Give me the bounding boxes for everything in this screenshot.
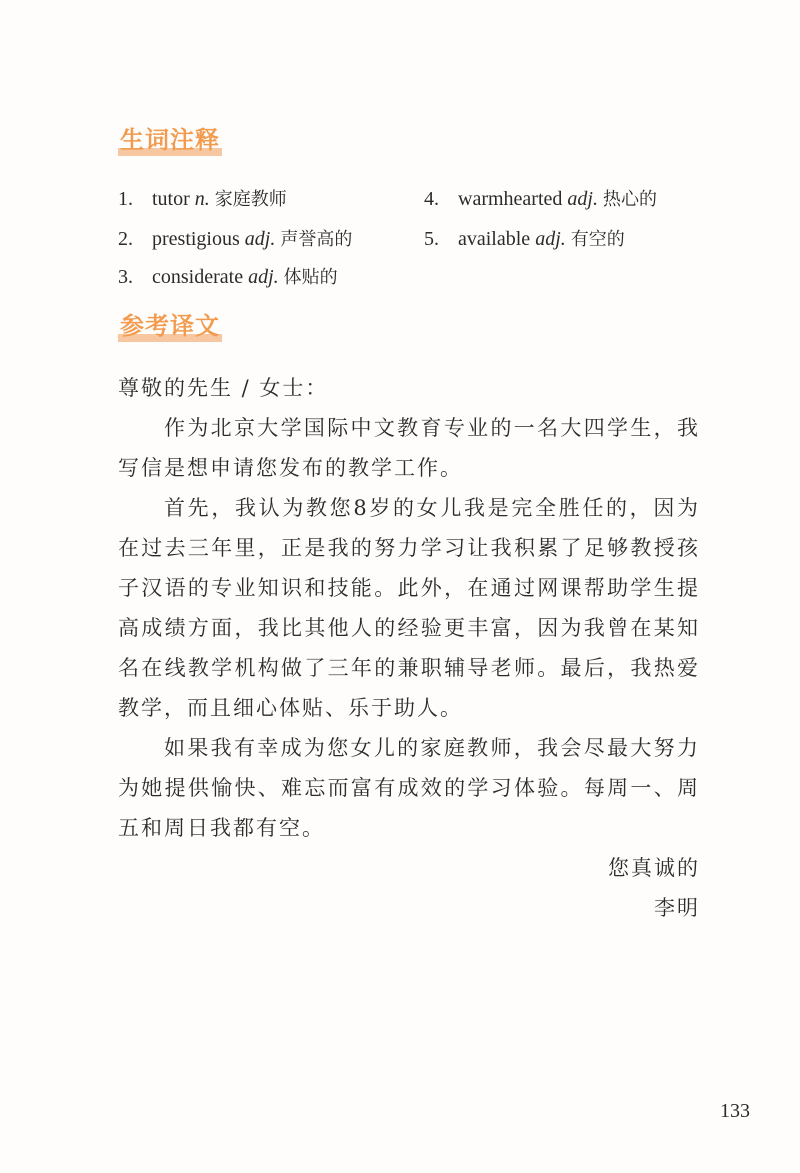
vocab-item-available — [424, 229, 625, 249]
vocab-pos: adj. — [244, 228, 276, 250]
vocab-meaning: 热心的 — [602, 189, 657, 210]
translation-letter — [118, 368, 700, 928]
vocab-meaning: 家庭教师 — [214, 189, 287, 210]
vocab-pos: adj. — [535, 228, 566, 250]
vocab-meaning: 有空的 — [570, 229, 625, 250]
vocab-number: 1. — [118, 188, 133, 210]
letter-paragraph: 首先，我认为教您8岁的女儿我是完全胜任的，因为在过去三年里，正是我的努力学习让我积累了足够教授孩子汉语的专业知识和技能。此外，在通过网课帮助学生提高成绩方面，我比其他人的经验更丰富，因为我曾在某知名在线教学机构做了三年的兼职辅导老师。最后，我热爱教学，而且细心体贴、乐于助人。 — [118, 496, 700, 720]
vocab-item-warmhearted — [424, 189, 657, 209]
vocab-word: prestigious — [152, 228, 240, 250]
vocab-heading: 生词注释 — [120, 126, 220, 154]
vocab-number: 5. — [424, 228, 439, 250]
vocab-pos: adj. — [248, 266, 279, 288]
letter-salutation: 尊敬的先生 / 女士： — [118, 376, 329, 400]
vocab-number: 4. — [424, 188, 439, 210]
vocab-item-considerate — [118, 267, 338, 287]
vocab-word: considerate — [152, 266, 244, 288]
vocab-word: available — [458, 228, 531, 250]
letter-paragraph: 作为北京大学国际中文教育专业的一名大四学生，我写信是想申请您发布的教学工作。 — [118, 416, 700, 480]
letter-signature: 李明 — [654, 896, 700, 920]
translation-heading: 参考译文 — [120, 312, 220, 340]
vocab-meaning: 体贴的 — [283, 267, 338, 288]
letter-closing: 您真诚的 — [608, 856, 700, 880]
vocab-pos: n. — [194, 188, 210, 210]
vocab-meaning: 声誉高的 — [280, 229, 353, 250]
page-number: 133 — [720, 1100, 750, 1122]
vocab-word: warmhearted — [458, 188, 563, 210]
vocab-number: 3. — [118, 266, 133, 288]
vocab-item-prestigious — [118, 229, 352, 249]
vocab-item-tutor — [118, 189, 287, 209]
letter-paragraph: 如果我有幸成为您女儿的家庭教师，我会尽最大努力为她提供愉快、难忘而富有成效的学习体验。每周一、周五和周日我都有空。 — [118, 736, 700, 840]
vocab-pos: adj. — [567, 188, 598, 210]
vocab-word: tutor — [152, 188, 190, 210]
vocab-number: 2. — [118, 228, 133, 250]
